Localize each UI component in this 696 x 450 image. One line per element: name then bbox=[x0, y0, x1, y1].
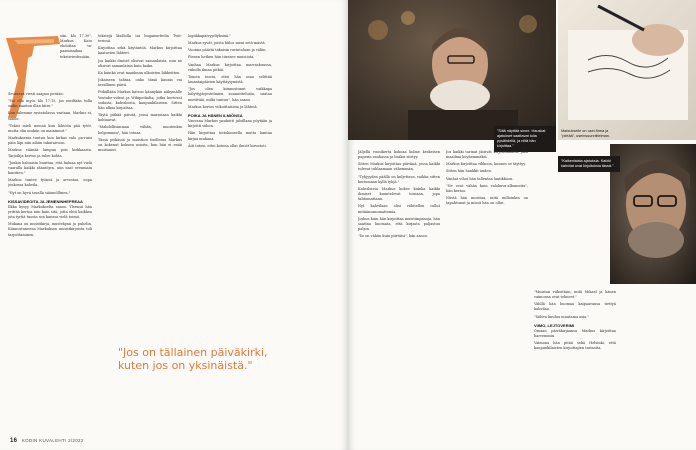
photo-writing-hands bbox=[558, 0, 696, 140]
paragraph: Vaimona hän pitää sekä Helsinki, että kaupunkilaisten kirjoittajien tarinoita. bbox=[534, 341, 616, 351]
paragraph: Seuraava viesti saapuu perään: bbox=[8, 92, 64, 96]
magazine-label: KODIN KUVALEHTI 2/2022 bbox=[21, 438, 84, 443]
photo-portrait-illustration bbox=[610, 144, 696, 284]
paragraph: Äiti totesi, ettei kotona ollut ilmiöt hirveästi. bbox=[188, 143, 267, 148]
right-column-2 bbox=[446, 150, 528, 438]
paragraph: Täytä pitkää päivää, jossa marssiaan kaikki kohtaavat. bbox=[98, 113, 182, 123]
paragraph: "Tyhjyyden päällä on kuljettava, vaikka sitten kertomaan kyllä tyhjä." bbox=[358, 174, 440, 184]
paragraph: tekstejä läsillolla tai hugaimettelia Twit-terissä. bbox=[98, 34, 182, 44]
photo-hands-illustration bbox=[558, 0, 696, 140]
pull-quote: "Jos on tällainen päiväkirki, kuten jos on yksinäistä." bbox=[118, 346, 268, 372]
paragraph: Vuonna päästä takaisin ravintolaan ja väliin. bbox=[188, 48, 267, 53]
intro-text: sim. klo 17.30", Markus Kato ehdottaa ta-paamisaikaa tekstiviestissään. bbox=[60, 34, 92, 59]
paragraph: "Siihen kuuluu muutama asia." bbox=[534, 314, 589, 319]
paragraph: Kahviloissa Markus kokee kuinka kaikki ihmiset kuuntelevat toisiaan, jopa tahtomattaan. bbox=[358, 186, 440, 202]
paragraph: Markuksenia tuntuu kun kirkas valo pu-ruisi päin läpi niin aihiin takaraivoon. bbox=[8, 136, 92, 146]
photo-caption-1: "Siitä näyttää sinne. Hauskat ajatukset saattavat tulla pysähdellä, ja niitä hän kirjoittaa." bbox=[494, 126, 556, 152]
paragraph: Markus tuntee työnsä ja arvostaa, onpa joukossa kahvila. bbox=[8, 178, 92, 188]
paragraph: "Mahdollisimman vähän, muutenkin helpommin", hän toteaa. bbox=[98, 125, 182, 135]
paragraph: Sitten hän hankkii uuden. bbox=[446, 169, 492, 174]
paragraph: Markus kirjoittaa vihkoon, kunnes se täyttyy. bbox=[446, 162, 526, 167]
paragraph: Niistä hän muistaa, mitä milloinkin on tapahtunut ja missä hän on ollut. bbox=[446, 196, 528, 206]
paragraph: logiikkapäivyydiyksinä." bbox=[188, 34, 231, 38]
paragraph: "Muistan viikoittain, mitä Mikael ja hänen vaimonsa ovat tehneet." bbox=[534, 290, 616, 300]
paragraph: Markus väänää lampun pois kirkkaasta. Tarjoilija kertoo ja tulee kohta. bbox=[8, 148, 92, 158]
paragraph: Ka kuinka ovat maailman ulkoisten liikkeitten. bbox=[98, 70, 181, 75]
section-heading: KISSAVIDEOITA JA JEMENINHEPREAA bbox=[8, 198, 83, 204]
paragraph: "Se on vähän kuin piirtäisi", hän sanoo. bbox=[358, 234, 428, 239]
paragraph: Sitten Markus kirjoittaa päivänä, jossa kaikki tulevat tuhlaamaan vähemmän. bbox=[358, 162, 440, 172]
page-footer bbox=[10, 438, 84, 444]
paragraph: Mukana on muistikirja, mustekynä ja puhelin. Kiinnostuneena Markuksen muistikirjoista tuli tarjoittaminen. bbox=[8, 222, 92, 237]
paragraph: Pitkällään Markus katsoo kännykän näkymälle Youtube-videot ja Wikipedialta, jotka kertovat sodasta, kahviloista, kaupunkilaisten. Sitten hän alkaa kirjoittaa. bbox=[98, 90, 182, 110]
paragraph: Hän kirjoittaa tietokoneella mutta kantaa kirjaa mukana. bbox=[188, 131, 272, 141]
right-page bbox=[348, 0, 696, 450]
paragraph: Vanhat vihot hän tallentaa laatikkoon. bbox=[446, 176, 514, 181]
paragraph: Tässä pitkässä ja muistion tisellessa Markus on kokenut kolmen asioita, kun hän ei enää muistanut. bbox=[98, 137, 182, 152]
right-column-1 bbox=[358, 150, 440, 438]
paragraph: Jos kaikki ilmiset olisivat samanlaisia, niin ne olisivat samanlaisia kuin kaiku. bbox=[98, 58, 182, 68]
paragraph: Omaan päiväkirjaansa Markus kirjoittaa harvemmin. bbox=[534, 328, 616, 339]
paragraph: "Nyt on hyvä tavalla säännöllinen." bbox=[8, 190, 71, 195]
left-column-1 bbox=[8, 92, 92, 422]
section-heading: POIKA JA HÄNEN ILMIÖNSA bbox=[188, 112, 243, 118]
paragraph: Ilkka kysyy Markukselta sanoo. Yleensä hän yrittää kertoa niin kuin sitä, jotta ehtii kaikkea jota tyrtiä tuosta sen kanssa vielä toimii. bbox=[8, 204, 92, 220]
photo-man-in-cafe bbox=[348, 0, 556, 140]
paragraph: Markus syvät, joista hiilos meni setä-mästä. bbox=[188, 41, 266, 46]
paragraph: Vanhaa Markus kirjoittaa marraskuussa, viikolla ilman pitkiä. bbox=[188, 62, 272, 72]
photo-caption-3: "Kaikenlaisia ajatuksia. Kaikki kahvilat ovat kirjoituksia tässä." bbox=[558, 156, 620, 172]
paragraph: Kun tulemme ravintolassa vastaan, Markus ei, sanoo: bbox=[8, 111, 92, 121]
page-number: 16 bbox=[10, 438, 18, 444]
paragraph: Joskus kuin hän kirjoittaa muistiinpanoja, hän saattaa huomata, että kirjasta paljastuu paljon. bbox=[358, 216, 440, 232]
paragraph: "Jonkin haluaisin huuttaa, että haluaa nyt vielä vaaralla kaikki sääntöjen, niin saat ovenmain kanttien." bbox=[8, 160, 92, 176]
paragraph: Nyt kahvilaan olisi vähitellen tullut mitäänsanomattomia. bbox=[358, 204, 440, 214]
paragraph: Markus kertoo viikoittaisista ja lähteiä. bbox=[188, 104, 258, 109]
paragraph: Vauvana Markus paukutti jaloillaan pöytään ja kirjoitti siihen. bbox=[188, 119, 272, 129]
paragraph: Jäljellä vuosikerta kokoaa kolme keskeisen paperin rauhassa ja lisäksi siirtyy. bbox=[358, 150, 440, 160]
paragraph: Pienen hetken hän tiirasee muistiota. bbox=[188, 55, 255, 60]
photo-caption-2: Markukselle on usei-firma ja "piirtää", useinsuunnittelman. bbox=[561, 129, 610, 138]
paragraph: "Ne ovat vähän kuin valokuva-albumeita", hän kertoo. bbox=[446, 183, 528, 193]
paragraph: Kirjoittaa sekä käytäntöä. Markus kirjoittaa kaatuvien lähteet. bbox=[98, 46, 182, 56]
right-column-3 bbox=[534, 290, 616, 438]
paragraph: Välillä hän huomaa kaipaavansa tiettyä kahvilaa. bbox=[534, 302, 616, 312]
photo-portrait bbox=[610, 144, 696, 284]
paragraph: "Voi olla myös klo 17.15, jos meiltään tulla sadin mauton illan kitre." bbox=[8, 99, 92, 109]
paragraph: Toinen teoria, ettei hän osaa selittää lauantaipäivien käyttäytymistä. bbox=[188, 74, 272, 85]
paragraph: "Tekisi mieli mennä kun lähtöön pää tytöt, mutta olin mukiin on maininnut." bbox=[8, 123, 92, 133]
paragraph: "Jos olen kiinnostunut vaikkapa hälyttyjärjestelmien suunnittelusta, saatan mietittää, miltä tuntuu", hän sanoo. bbox=[188, 87, 272, 102]
photo-man-illustration bbox=[348, 0, 556, 140]
section-heading: VIIMO, LEJTOVERIMI bbox=[534, 322, 575, 328]
paragraph: Jokaiseen tahtaa, onko tämä kaunis vai tavallinen päivä. bbox=[98, 78, 182, 88]
paragraph: Jos kaikki tarinat jäisivät kirjoittamatta, jäisi maailma köyhemmäksi. bbox=[446, 150, 528, 160]
